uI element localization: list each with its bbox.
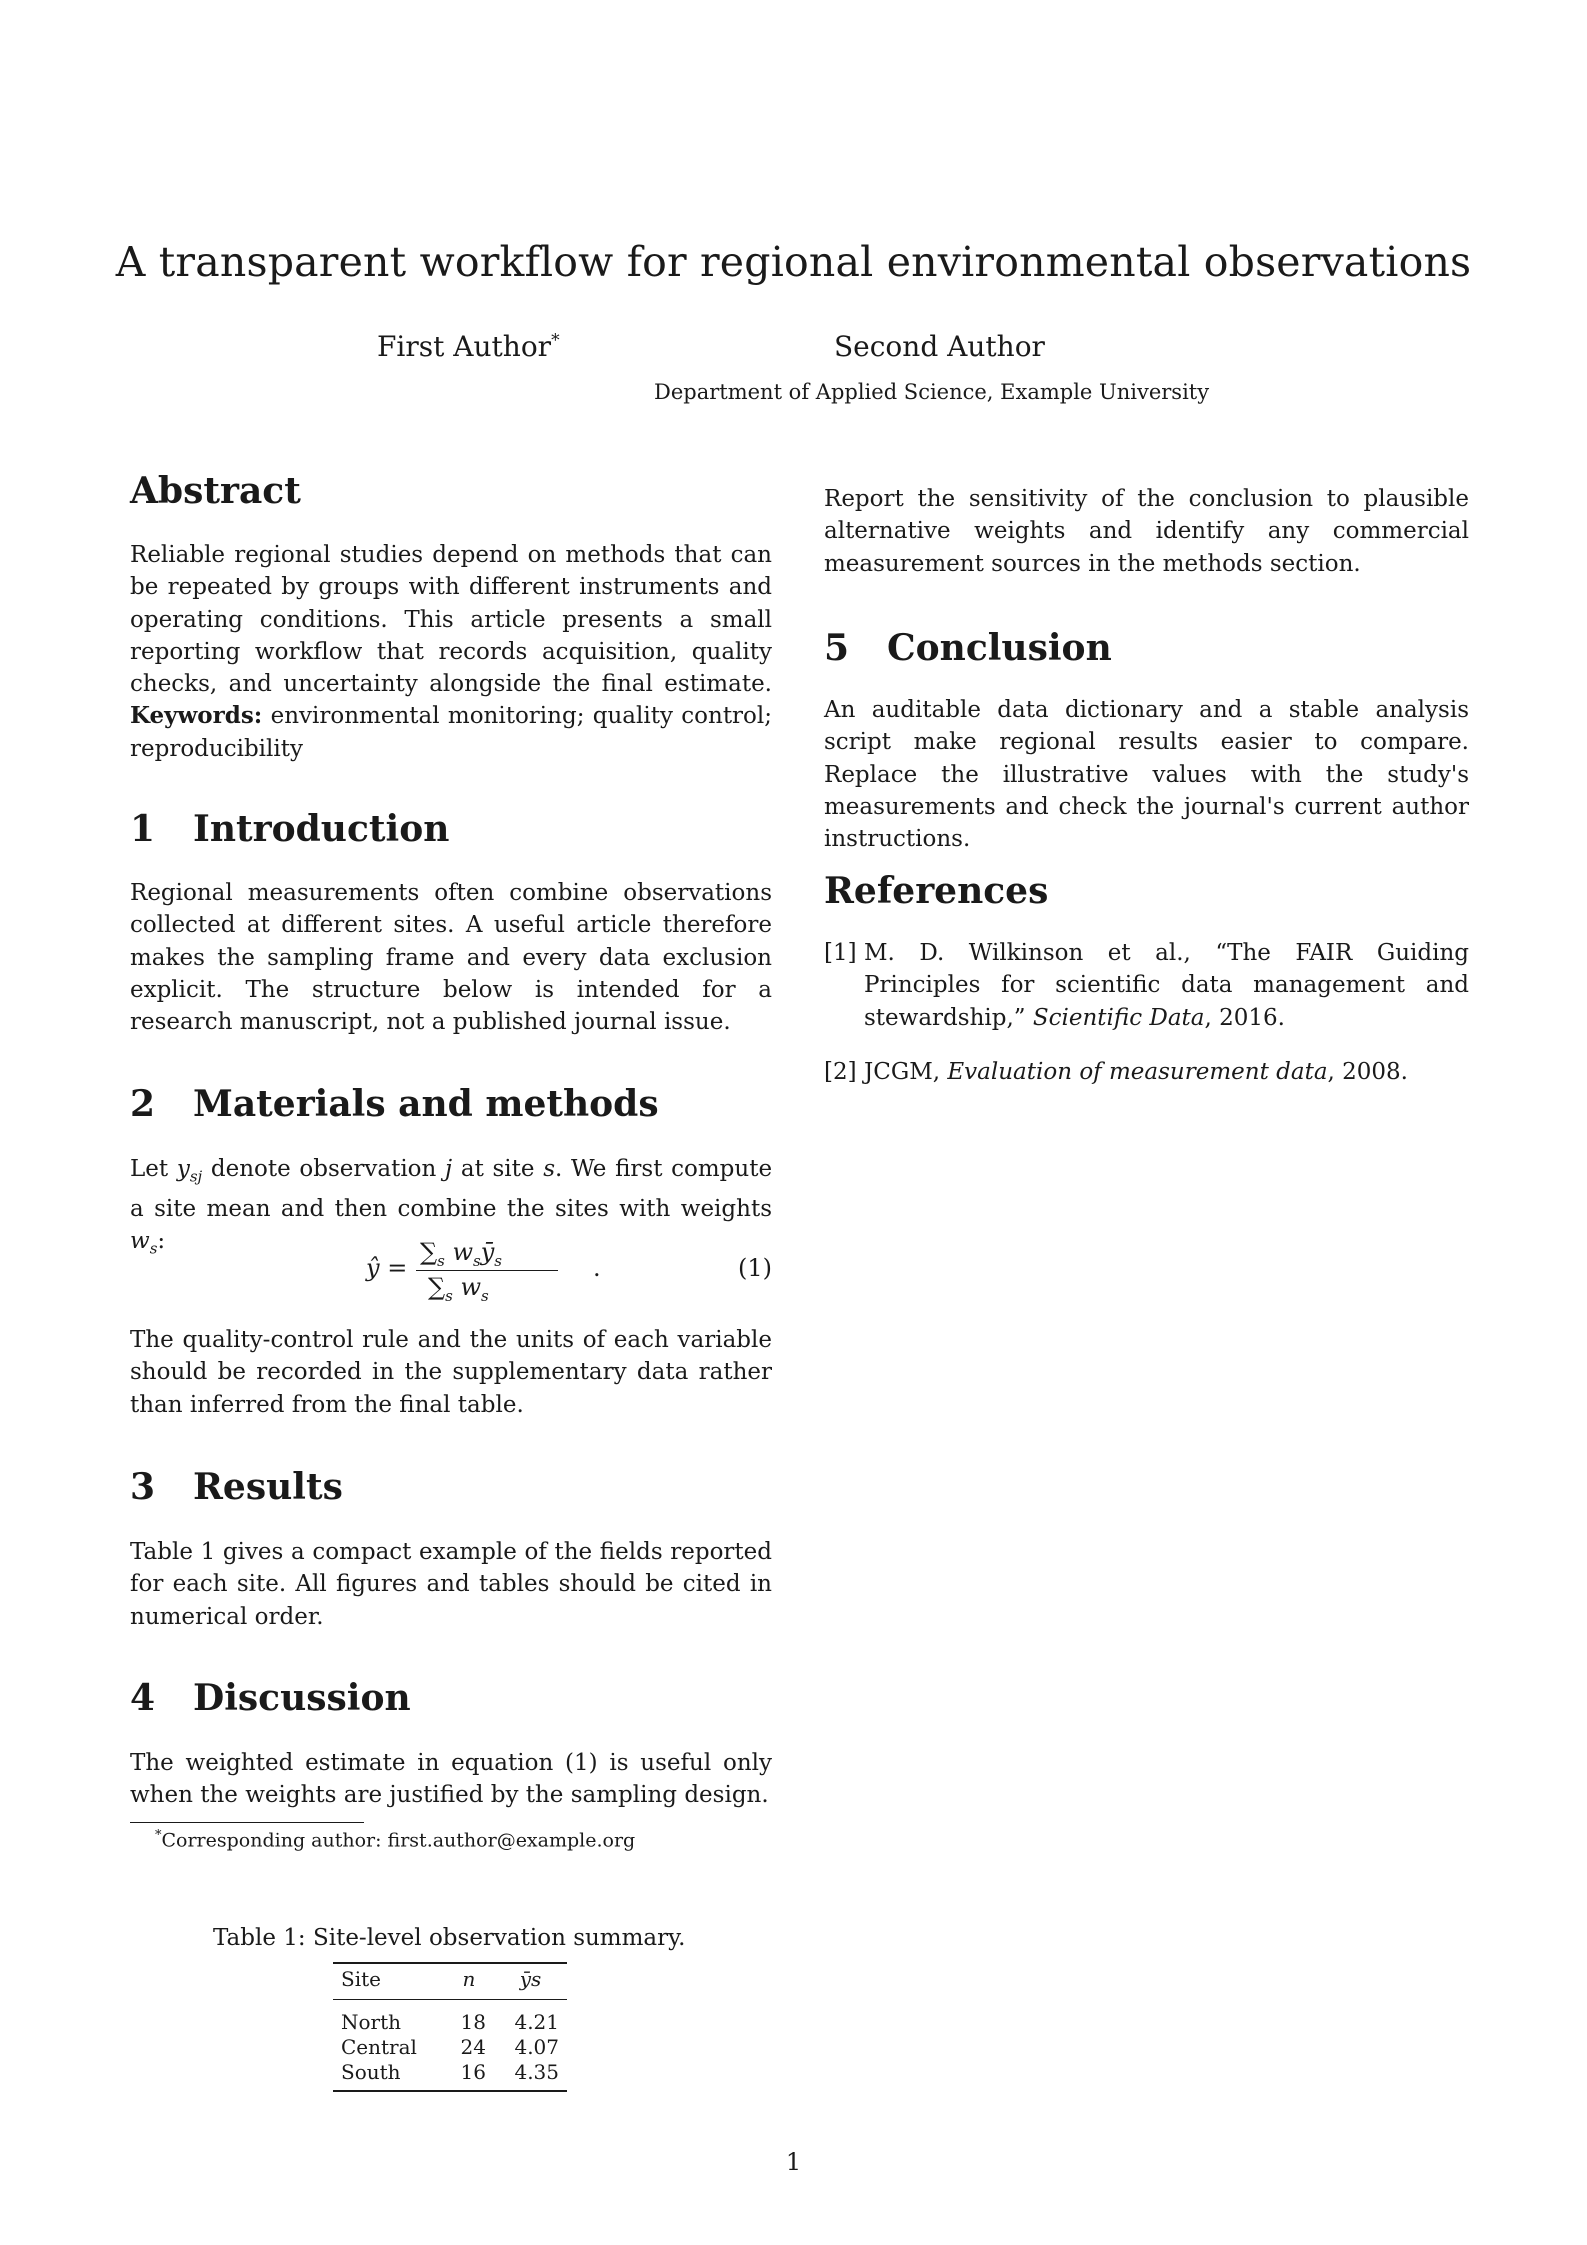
section-introduction-heading: 1 Introduction — [130, 808, 450, 850]
author-footnote-mark: * — [551, 330, 560, 351]
reference-item: [1] M. D. Wilkinson et al., “The FAIR Guiding Principles for scientific data management and stewardship,” Scientific Data, 2016. — [824, 940, 1469, 1031]
page-number: 1 — [785, 2148, 802, 2176]
methods-text: Let $y_{sj}$ denote observation j at site s. We first compute a site mean and then combine the sites with weights $w_s$: — [130, 1156, 773, 1258]
discussion-text: The weighted estimate in equation (1) is useful only when the weights are justified by the sampling design. — [130, 1750, 772, 1809]
methods-text-after-equation: The quality-control rule and the units of each variable should be recorded in the supplementary data rather than inferred from the final table. — [130, 1327, 772, 1418]
equation-lhs: ŷ = — [366, 1254, 408, 1282]
results-text: Table 1 gives a compact example of the fields reported for each site. All figures and tables should be cited in numerical order. — [130, 1539, 772, 1630]
footnote: *Corresponding author: first.author@example.org — [155, 1828, 636, 1852]
conclusion-text: An auditable data dictionary and a stable analysis script make regional results easier to compare. Replace the illustrative values with the study's measurements and check the journal's current author instructions. — [824, 697, 1469, 853]
keywords-label: Keywords: — [130, 702, 263, 730]
abstract-text: Reliable regional studies depend on methods that can be repeated by groups with different instruments and operating conditions. This article presents a small reporting workflow that records acquisition, quality checks, and uncertainty alongside the final estimate. Keywords: environmental monitoring; quality control; reproducibility — [130, 542, 773, 762]
table-header-site: Site — [333, 1963, 444, 2000]
table-row: North 18 4.21 — [341, 2010, 559, 2034]
keywords: environmental monitoring; quality control; reproducibility — [130, 703, 773, 762]
author-first: First Author* — [377, 330, 560, 363]
table-header-n: n — [444, 1963, 494, 2000]
references-heading: References — [824, 870, 1049, 912]
table-header-mean: ȳs — [494, 1963, 567, 2000]
paper-title: A transparent workflow for regional environmental observations — [115, 238, 1472, 286]
section-conclusion-heading: 5 Conclusion — [824, 627, 1112, 669]
author-second: Second Author — [834, 330, 1045, 363]
affiliation: Department of Applied Science, Example University — [654, 380, 1210, 404]
table-caption: Table 1: Site-level observation summary. — [213, 1925, 686, 1951]
footnote-rule — [130, 1822, 364, 1823]
table-header-row — [333, 1963, 567, 2000]
reference-item: [2] JCGM, Evaluation of measurement data, 2008. — [824, 1059, 1408, 1085]
section-methods-heading: 2 Materials and methods — [130, 1083, 659, 1125]
table-row: South 16 4.35 — [333, 2060, 567, 2091]
section-results-heading: 3 Results — [130, 1466, 343, 1508]
weighted-mean-equation: ŷ = $\sum_s$ $w_sȳ_s$ $\sum_s$ $w_s$ . (1) — [366, 1238, 772, 1305]
table-row: Central 24 4.07 — [341, 2035, 559, 2059]
introduction-text: Regional measurements often combine observations collected at different sites. A useful article therefore makes the sampling frame and every data exclusion explicit. The structure below is intended for a research manuscript, not a published journal issue. — [130, 880, 772, 1036]
equation-number: (1) — [738, 1254, 772, 1282]
site-summary-table — [333, 1962, 567, 2092]
discussion-text-continued: Report the sensitivity of the conclusion to plausible alternative weights and identify any commercial measurement sources in the methods section. — [824, 486, 1469, 577]
abstract-heading: Abstract — [130, 470, 301, 512]
section-discussion-heading: 4 Discussion — [130, 1677, 411, 1719]
